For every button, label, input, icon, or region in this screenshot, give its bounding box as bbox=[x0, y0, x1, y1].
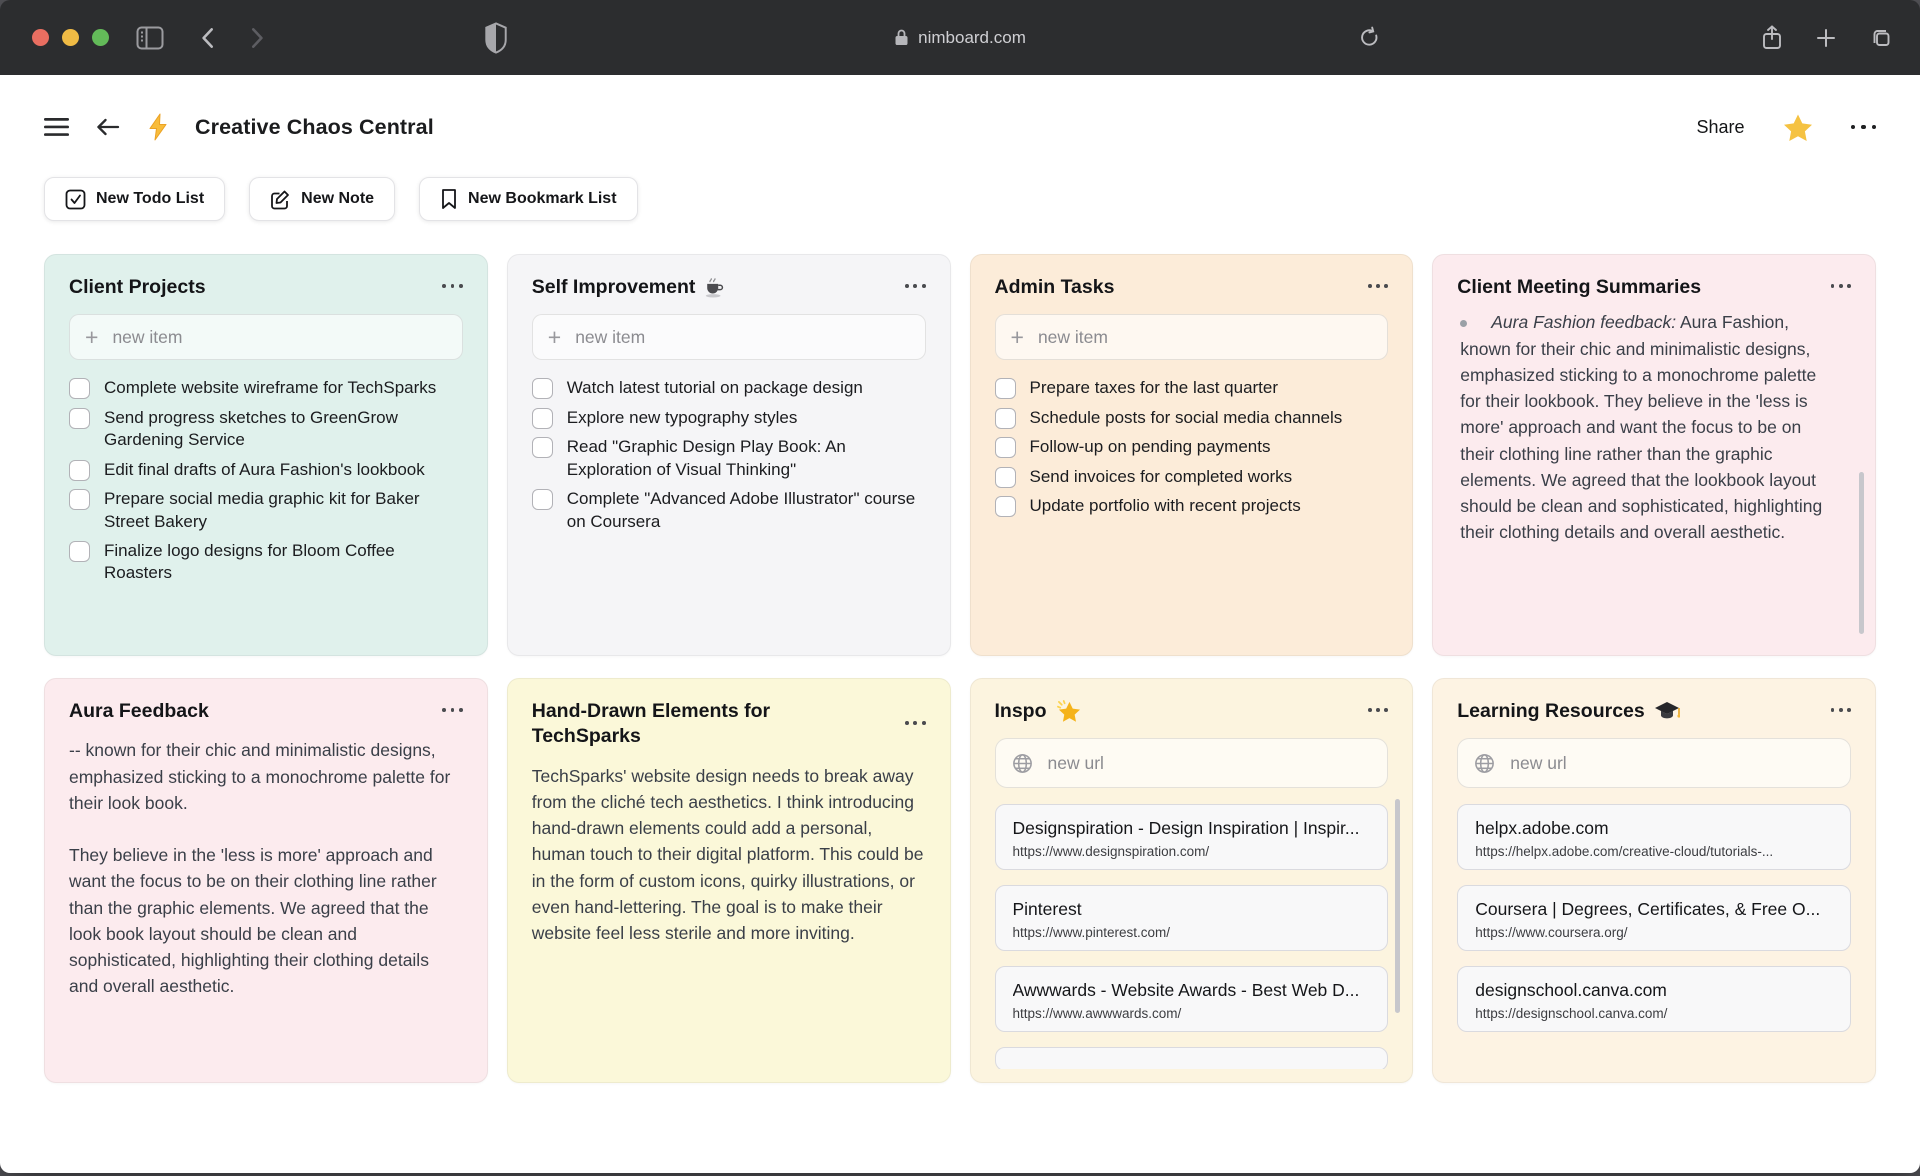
new-item-field[interactable] bbox=[69, 314, 463, 360]
new-bookmark-list-button[interactable]: New Bookmark List bbox=[419, 177, 637, 221]
card-title: Self Improvement bbox=[532, 275, 727, 300]
card-client-projects bbox=[44, 254, 488, 656]
card-menu-button[interactable] bbox=[1368, 699, 1388, 712]
bookmark-list bbox=[1457, 804, 1851, 1031]
todo-item[interactable]: Read "Graphic Design Play Book: An Exploration of Visual Thinking" bbox=[532, 436, 926, 481]
graduation-cap-emoji-icon bbox=[1654, 701, 1680, 723]
todo-item[interactable]: Edit final drafts of Aura Fashion's lookbook bbox=[69, 459, 463, 481]
scrollbar[interactable] bbox=[1859, 472, 1864, 634]
new-item-field[interactable] bbox=[995, 314, 1389, 360]
reload-icon[interactable] bbox=[1358, 0, 1382, 75]
plus-icon: + bbox=[1010, 323, 1024, 350]
cards-grid bbox=[44, 254, 1876, 1083]
board-page bbox=[0, 75, 1920, 1173]
card-title: Client Projects bbox=[69, 276, 206, 298]
card-self-improvement bbox=[507, 254, 951, 656]
new-url-field[interactable] bbox=[995, 738, 1389, 788]
card-client-meeting-summaries bbox=[1432, 254, 1876, 656]
new-note-button[interactable]: New Note bbox=[249, 177, 395, 221]
bookmark-item[interactable]: designschool.canva.com https://designschool.canva.com/ bbox=[1457, 966, 1851, 1032]
card-aura-feedback bbox=[44, 678, 488, 1083]
todo-item[interactable]: Finalize logo designs for Bloom Coffee Roasters bbox=[69, 540, 463, 585]
browser-toolbar bbox=[0, 0, 1920, 75]
checkbox[interactable] bbox=[532, 489, 553, 510]
card-menu-button[interactable] bbox=[905, 275, 925, 288]
new-url-field[interactable] bbox=[1457, 738, 1851, 788]
card-title: Admin Tasks bbox=[994, 276, 1115, 298]
card-inspo bbox=[970, 678, 1414, 1083]
plus-icon: + bbox=[85, 323, 99, 350]
todo-item[interactable]: Schedule posts for social media channels bbox=[995, 407, 1389, 429]
coffee-emoji-icon bbox=[704, 277, 726, 299]
todo-item[interactable]: Send progress sketches to GreenGrow Gardening Service bbox=[69, 407, 463, 452]
new-item-input[interactable] bbox=[575, 327, 909, 348]
todo-item[interactable]: Prepare taxes for the last quarter bbox=[995, 377, 1389, 399]
note-text: TechSparks' website design needs to break away from the cliché tech aesthetics. I think introducing hand-drawn elements could add a personal, human touch to their digital platform. This could be in the form of custom icons, quirky illustrations, or even hand-lettering. The goal is to make their website feel less sterile and more inviting. bbox=[531, 765, 924, 944]
bookmark-list bbox=[995, 804, 1389, 1069]
new-item-field[interactable] bbox=[532, 314, 926, 360]
bookmark-item[interactable]: Pinterest https://www.pinterest.com/ bbox=[995, 885, 1389, 951]
glowing-star-emoji-icon bbox=[1056, 699, 1081, 724]
favorite-star-icon[interactable] bbox=[1783, 113, 1813, 142]
card-title: Client Meeting Summaries bbox=[1457, 276, 1702, 298]
new-url-input[interactable] bbox=[1510, 753, 1835, 774]
back-arrow-icon[interactable] bbox=[95, 116, 121, 138]
scrollbar[interactable] bbox=[1395, 799, 1400, 1013]
bookmark-item[interactable]: Coursera | Degrees, Certificates, & Free O... https://www.coursera.org/ bbox=[1457, 885, 1851, 951]
plus-icon: + bbox=[547, 323, 562, 350]
card-title: Inspo bbox=[995, 699, 1081, 724]
checkbox[interactable] bbox=[69, 489, 90, 510]
checkbox[interactable] bbox=[69, 541, 90, 562]
todo-item[interactable]: Follow-up on pending payments bbox=[995, 436, 1389, 458]
todo-item[interactable]: Complete "Advanced Adobe Illustrator" course on Coursera bbox=[532, 488, 926, 533]
checkbox[interactable] bbox=[995, 378, 1016, 399]
bolt-emoji-icon bbox=[147, 113, 169, 141]
note-text: -- known for their chic and minimalistic designs, emphasized sticking to a monochrome palette for their look book. They believe in the 'less is more' approach and want the focus to be on their clothing line rather than the graphic elements. We agreed that the look book layout should be clean and sophisticated, highlighting their clothing details and overall aesthetic. bbox=[69, 740, 451, 997]
lock-icon bbox=[894, 28, 909, 47]
new-url-input[interactable] bbox=[1048, 753, 1373, 774]
globe-icon bbox=[1011, 752, 1034, 775]
todo-item[interactable]: Send invoices for completed works bbox=[995, 466, 1389, 488]
todo-item[interactable]: Prepare social media graphic kit for Baker Street Bakery bbox=[69, 488, 463, 533]
todo-item[interactable]: Update portfolio with recent projects bbox=[995, 495, 1389, 517]
globe-icon bbox=[1473, 752, 1496, 775]
checkbox[interactable] bbox=[532, 378, 553, 399]
new-item-input[interactable] bbox=[1038, 327, 1372, 348]
checkbox[interactable] bbox=[995, 496, 1016, 517]
checkbox[interactable] bbox=[532, 408, 553, 429]
card-admin-tasks bbox=[970, 254, 1414, 656]
note-pencil-icon bbox=[270, 189, 291, 210]
new-todo-list-button[interactable]: New Todo List bbox=[44, 177, 225, 221]
board-header bbox=[44, 101, 1876, 153]
card-menu-button[interactable] bbox=[442, 275, 462, 288]
page-title: Creative Chaos Central bbox=[195, 114, 434, 139]
checkbox[interactable] bbox=[995, 467, 1016, 488]
todo-item[interactable]: Watch latest tutorial on package design bbox=[532, 377, 926, 399]
card-menu-button[interactable] bbox=[1831, 275, 1851, 288]
card-menu-button[interactable] bbox=[1831, 699, 1851, 712]
share-page-icon[interactable] bbox=[1760, 24, 1784, 52]
checkbox[interactable] bbox=[995, 408, 1016, 429]
card-menu-button[interactable] bbox=[905, 699, 925, 725]
checkbox[interactable] bbox=[69, 408, 90, 429]
card-title: Hand-Drawn Elements for TechSparks bbox=[531, 700, 771, 748]
address-bar[interactable] bbox=[0, 0, 1920, 75]
checkbox[interactable] bbox=[69, 378, 90, 399]
checkbox-icon bbox=[65, 189, 86, 210]
new-tab-icon[interactable] bbox=[1814, 26, 1838, 50]
bookmark-item[interactable]: Designspiration - Design Inspiration | Inspir... https://www.designspiration.com/ bbox=[995, 804, 1389, 870]
bullet-icon bbox=[1460, 320, 1467, 327]
checkbox[interactable] bbox=[995, 437, 1016, 458]
checkbox[interactable] bbox=[69, 460, 90, 481]
tab-overview-icon[interactable] bbox=[1868, 25, 1894, 51]
create-row bbox=[44, 177, 1876, 221]
todo-item[interactable]: Explore new typography styles bbox=[532, 407, 926, 429]
bookmark-item-partial[interactable] bbox=[995, 1047, 1389, 1070]
checkbox[interactable] bbox=[532, 437, 553, 458]
card-title: Aura Feedback bbox=[69, 700, 209, 722]
todo-item[interactable]: Complete website wireframe for TechSparks bbox=[69, 377, 463, 399]
address-text: nimboard.com bbox=[918, 27, 1026, 47]
card-hand-drawn-elements bbox=[507, 678, 951, 1083]
bookmark-icon bbox=[440, 188, 458, 210]
new-item-input[interactable] bbox=[112, 327, 446, 348]
bookmark-item[interactable]: Awwwards - Website Awards - Best Web D... https://www.awwwards.com/ bbox=[995, 966, 1389, 1032]
card-learning-resources bbox=[1432, 678, 1876, 1083]
board-menu-button[interactable] bbox=[1851, 125, 1877, 130]
card-menu-button[interactable] bbox=[442, 699, 462, 712]
hamburger-menu-icon[interactable] bbox=[44, 117, 69, 137]
card-menu-button[interactable] bbox=[1368, 275, 1388, 288]
bookmark-item[interactable]: helpx.adobe.com https://helpx.adobe.com/creative-cloud/tutorials-... bbox=[1457, 804, 1851, 870]
note-text: Aura Fashion feedback: Aura Fashion, known for their chic and minimalistic designs, emphasized sticking to a monochrome palette for their lookbook. They believe in the 'less is more' approach and want the focus to be on their clothing line rather than the graphic elements. We agreed that the lookbook layout should be clean and sophisticated, highlighting their clothing details and overall aesthetic. bbox=[1460, 312, 1823, 543]
share-button[interactable]: Share bbox=[1696, 116, 1745, 137]
card-title: Learning Resources bbox=[1457, 699, 1679, 724]
